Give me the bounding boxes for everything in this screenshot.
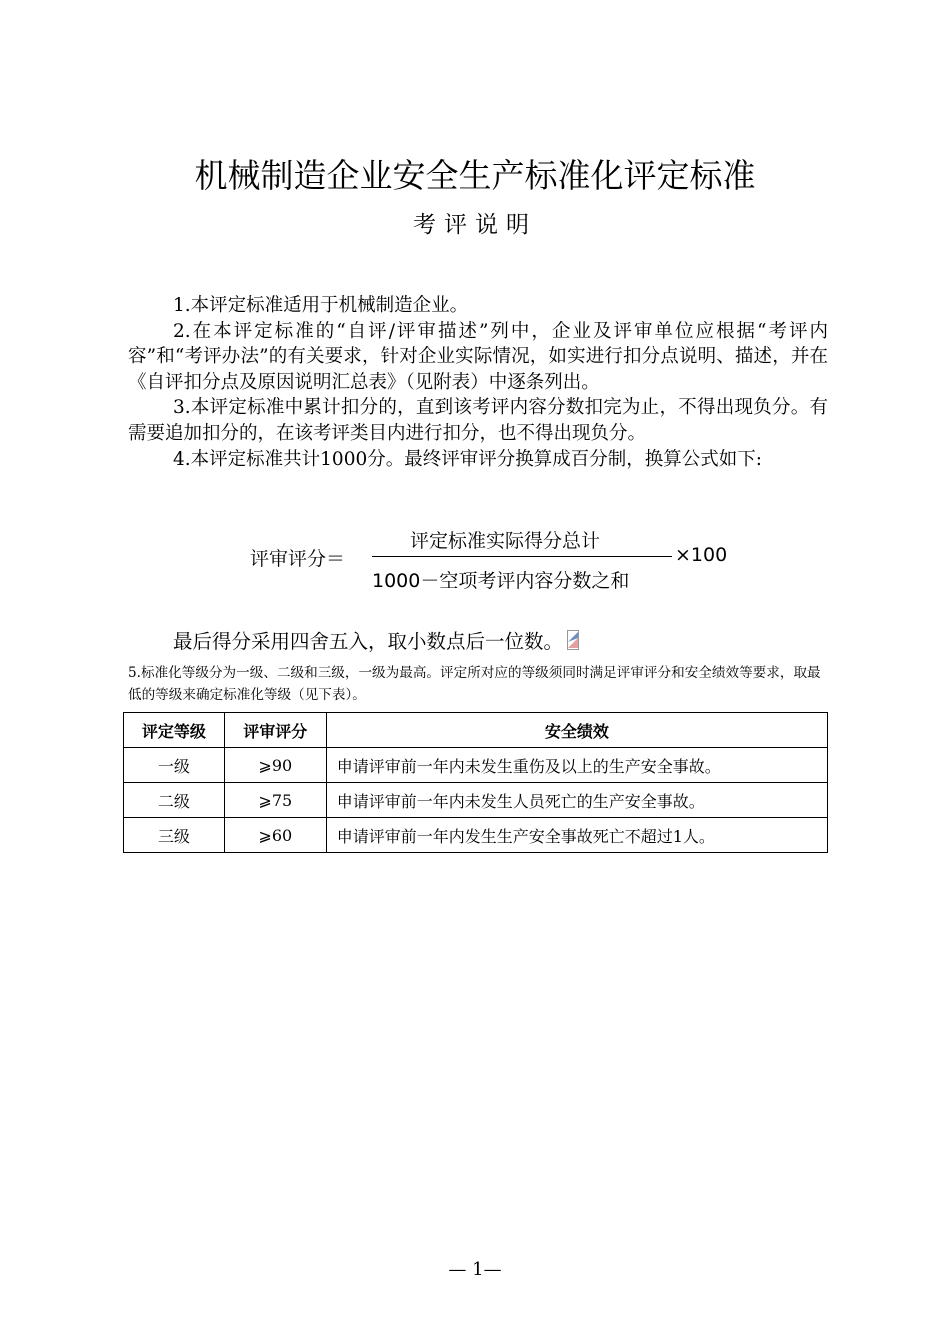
header-grade: 评定等级 <box>124 713 225 748</box>
fraction-bar <box>372 556 672 557</box>
paragraph-2: 2.在本评定标准的“自评/评审描述”列中，企业及评审单位应根据“考评内容”和“考评办法”的有关要求，针对企业实际情况，如实进行扣分点说明、描述，并在《自评扣分点及原因说明汇总表》（见附表）中逐条列出。 <box>128 320 828 393</box>
score-formula <box>250 522 750 592</box>
score-cell: ⩾90 <box>224 748 326 783</box>
score-cell: ⩾75 <box>224 783 326 818</box>
formula-lhs: 评审评分＝ <box>250 548 346 570</box>
formula-numerator: 评定标准实际得分总计 <box>410 530 601 552</box>
grade-cell: 二级 <box>124 783 225 818</box>
paragraph-1: 1.本评定标准适用于机械制造企业。 <box>173 295 469 316</box>
table-row <box>124 818 828 853</box>
header-score: 评审评分 <box>224 713 326 748</box>
broken-image-icon <box>567 630 579 650</box>
table-row <box>124 783 828 818</box>
paragraph-3: 3.本评定标准中累计扣分的，直到该考评内容分数扣完为止，不得出现负分。有需要追加扣分的，在该考评类目内进行扣分，也不得出现负分。 <box>128 397 828 444</box>
final-note-text: 最后得分采用四舍五入，取小数点后一位数。 <box>173 630 564 653</box>
performance-cell: 申请评审前一年内未发生人员死亡的生产安全事故。 <box>326 783 827 818</box>
grade-cell: 一级 <box>124 748 225 783</box>
header-performance: 安全绩效 <box>326 713 827 748</box>
performance-cell: 申请评审前一年内未发生重伤及以上的生产安全事故。 <box>326 748 827 783</box>
formula-denominator: 1000－空项考评内容分数之和 <box>372 570 630 592</box>
grading-note: 5.标准化等级分为一级、二级和三级，一级为最高。评定所对应的等级须同时满足评审评分和安全绩效等要求，取最低的等级来确定标准化等级（见下表）。 <box>128 665 821 703</box>
body-text <box>128 293 828 472</box>
document-title: 机械制造企业安全生产标准化评定标准 <box>194 156 756 195</box>
performance-cell: 申请评审前一年内发生生产安全事故死亡不超过1人。 <box>326 818 827 853</box>
table-header-row <box>124 713 828 748</box>
grading-table <box>123 712 828 853</box>
paragraph-4: 4.本评定标准共计1000分。最终评审评分换算成百分制，换算公式如下: <box>173 448 762 470</box>
document-subtitle: 考评说明 <box>413 212 537 238</box>
table-row <box>124 748 828 783</box>
formula-multiplier: ×100 <box>675 544 728 566</box>
final-note <box>173 626 579 654</box>
score-cell: ⩾60 <box>224 818 326 853</box>
grade-cell: 三级 <box>124 818 225 853</box>
page-number: — 1— <box>448 1259 502 1280</box>
